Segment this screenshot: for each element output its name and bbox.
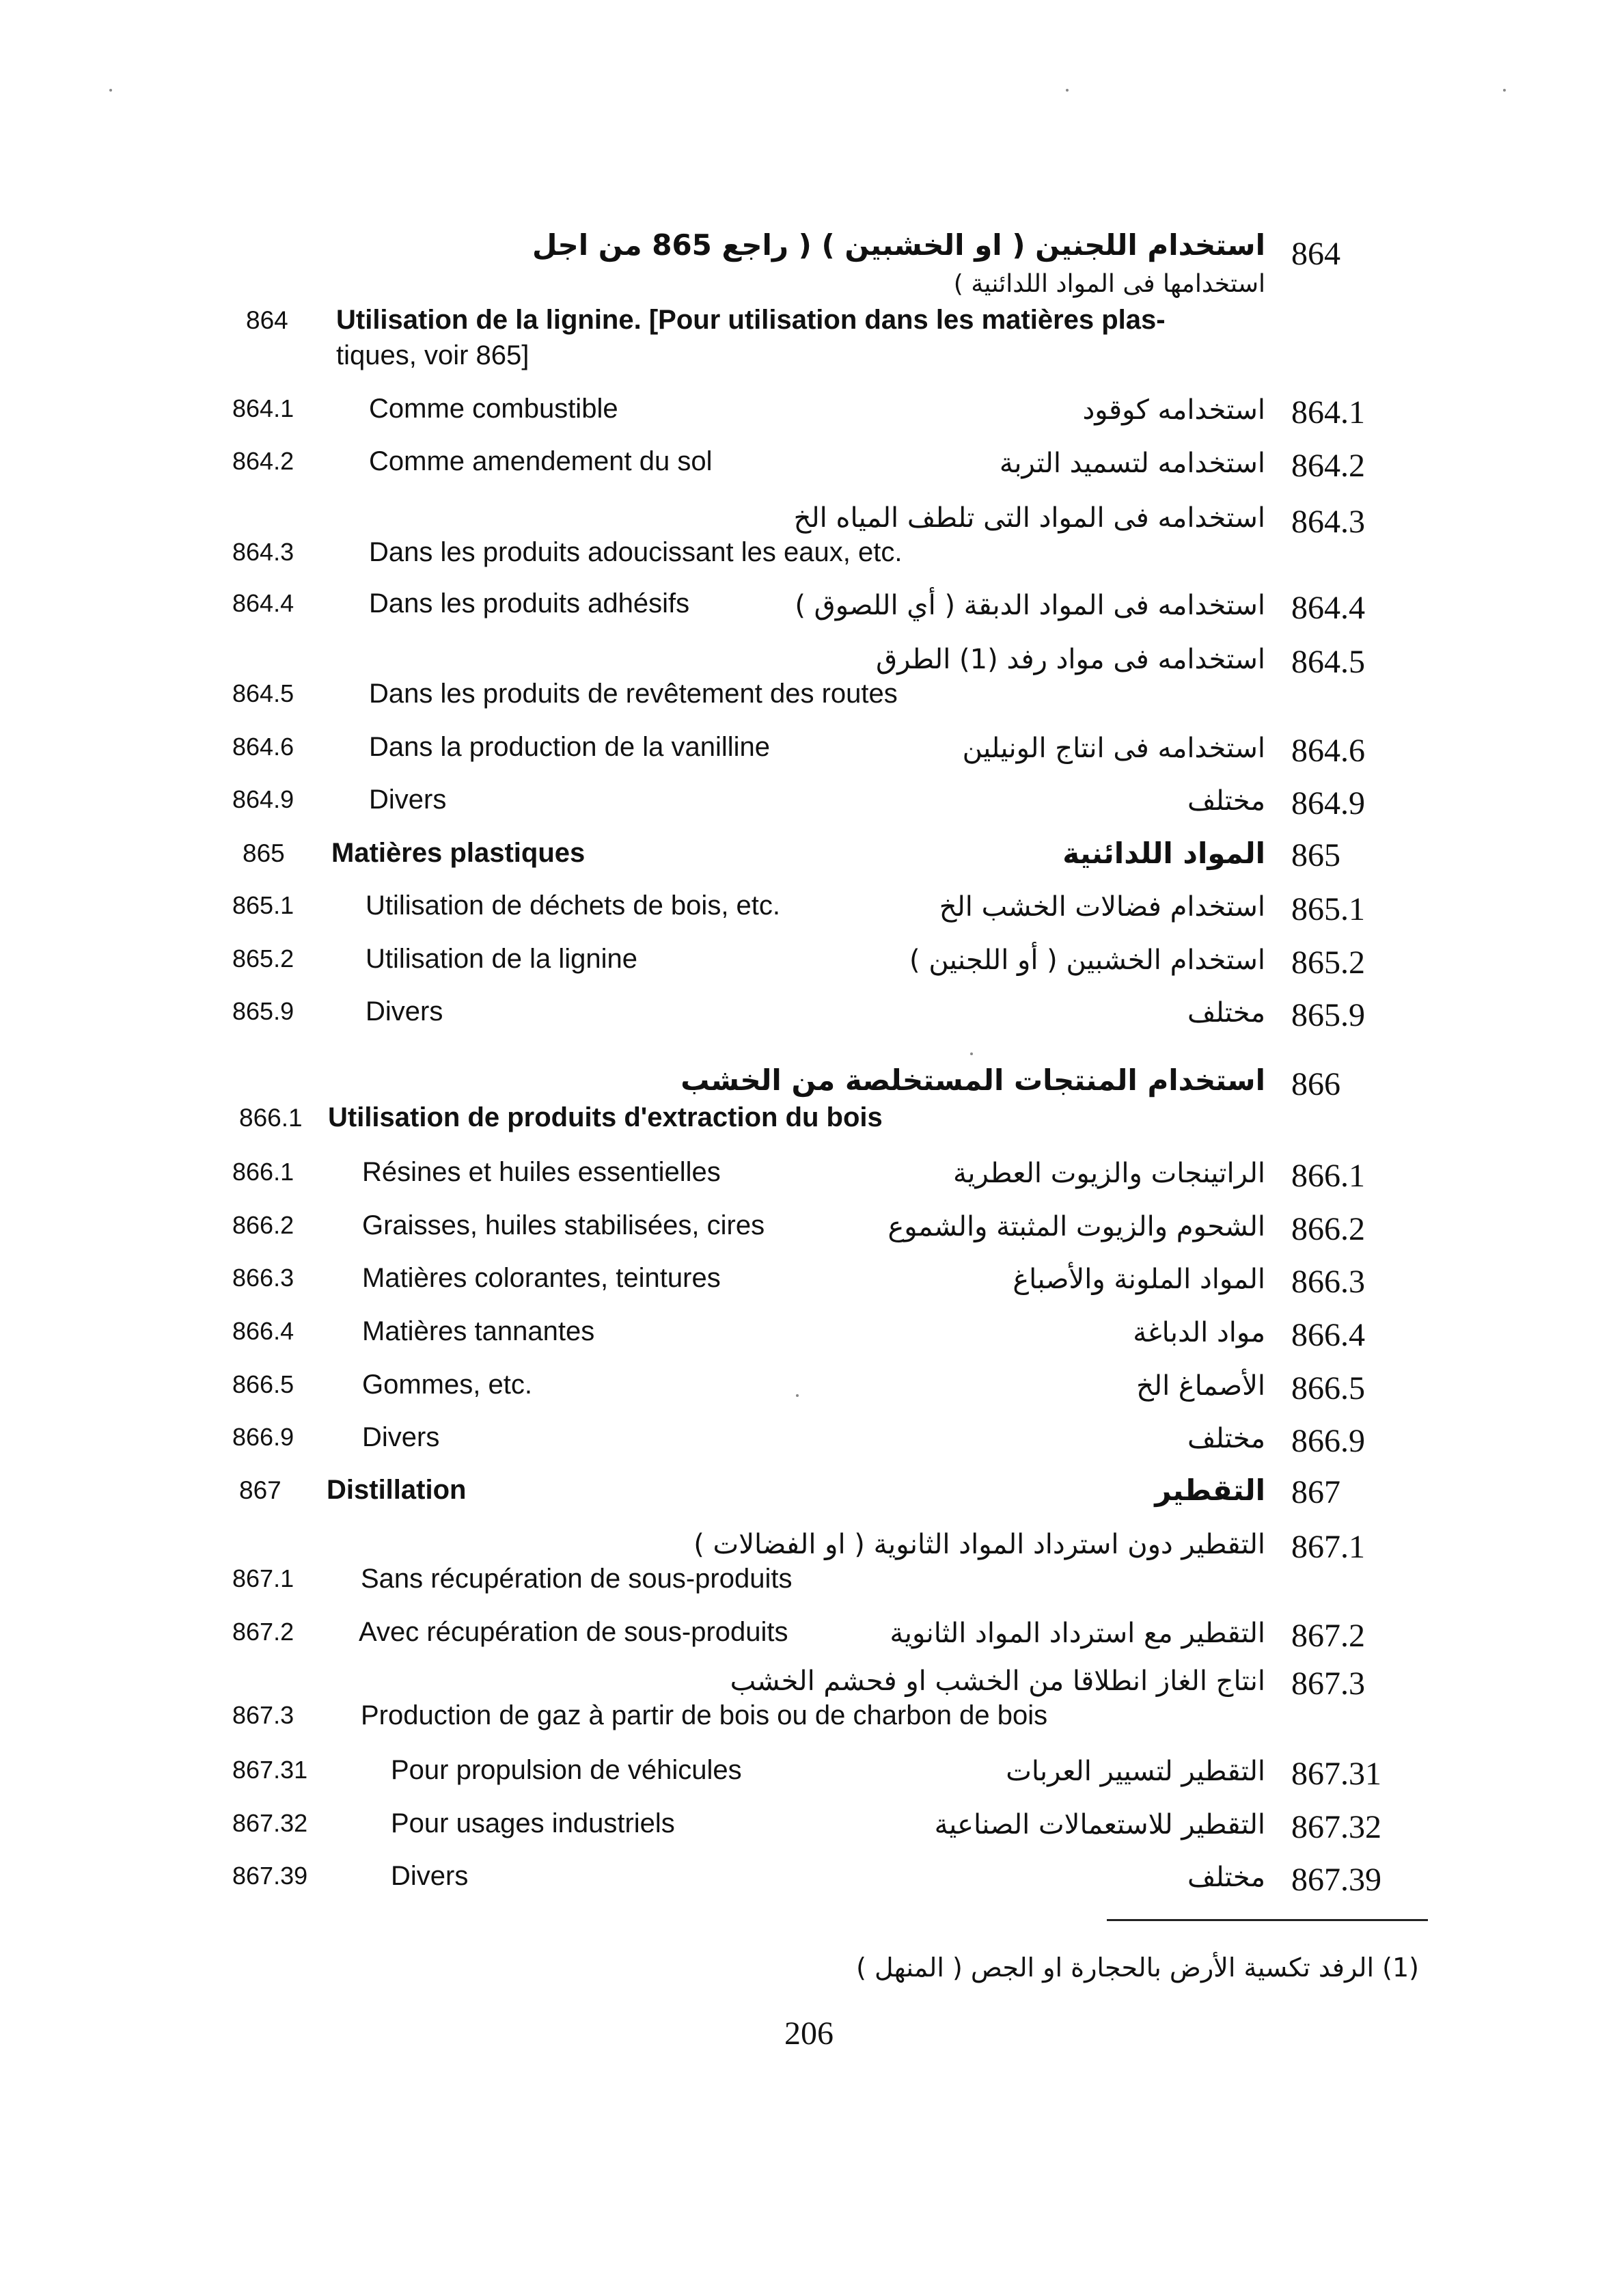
fr-entry-number: 864.3 (232, 538, 294, 566)
ar-entry-number: 864.1 (1291, 394, 1365, 431)
fr-entry-label: Divers (369, 785, 447, 815)
fr-entry-label: Utilisation de produits d'extraction du bois (328, 1102, 883, 1132)
fr-entry-number: 866.3 (232, 1264, 294, 1292)
fr-entry-label: Dans la production de la vanilline (369, 732, 771, 762)
fr-entry-label: Graisses, huiles stabilisées, cires (362, 1210, 765, 1240)
fr-entry-number: 864.5 (232, 679, 294, 707)
fr-entry-number: 867.31 (232, 1756, 308, 1784)
ar-entry-label: مختلف (1187, 997, 1265, 1029)
ar-entry-label: استخدامه فى مواد رفد (1) الطرق (876, 644, 1265, 675)
ar-entry-label: الشحوم والزيوت المثبتة والشموع (887, 1211, 1265, 1242)
ar-entry-number: 867 (1291, 1474, 1340, 1510)
fr-entry-number: 866.2 (232, 1211, 294, 1239)
fr-entry-number: 866.4 (232, 1317, 294, 1345)
ar-entry-number: 865.1 (1291, 891, 1365, 927)
ar-entry-number: 867.3 (1291, 1666, 1365, 1702)
ar-entry-label-continuation: استخدامها فى المواد اللدائنية ) (953, 270, 1265, 298)
fr-entry-label: Avec récupération de sous-produits (359, 1617, 788, 1647)
scan-speck (1503, 89, 1506, 92)
fr-entry-label: Utilisation de la lignine (366, 944, 638, 974)
fr-entry-number: 867.1 (232, 1564, 294, 1592)
fr-entry-number: 864.2 (232, 447, 294, 475)
fr-entry-number: 866.1 (239, 1104, 303, 1132)
scan-speck (970, 1052, 973, 1055)
fr-entry-number: 866.5 (232, 1370, 294, 1398)
fr-entry-number: 866.9 (232, 1423, 294, 1451)
fr-entry-number: 867.3 (232, 1701, 294, 1729)
fr-entry-number: 865.2 (232, 944, 294, 973)
ar-entry-label: التقطير لتسيير العربات (1006, 1756, 1265, 1787)
fr-entry-label: Utilisation de déchets de bois, etc. (366, 891, 781, 921)
ar-entry-label: التقطير مع استرداد المواد الثانوية (890, 1618, 1265, 1649)
ar-entry-number: 865.9 (1291, 997, 1365, 1033)
ar-entry-label: مختلف (1187, 1862, 1265, 1893)
ar-entry-number: 866.1 (1291, 1158, 1365, 1194)
ar-entry-label: استخدامه لتسميد التربة (999, 448, 1265, 479)
ar-entry-label: انتاج الغاز انطلاقا من الخشب او فحشم الخشب (730, 1666, 1265, 1697)
ar-entry-number: 865 (1291, 837, 1340, 873)
ar-entry-label: استخدامه فى انتاج الونيلين (962, 733, 1265, 764)
ar-entry-label: المواد اللدائنية (1062, 837, 1265, 870)
fr-entry-number: 866.1 (232, 1158, 294, 1186)
ar-entry-number: 864.5 (1291, 644, 1365, 680)
fr-entry-label: Comme combustible (369, 394, 618, 424)
ar-entry-label: استخدامه كوقود (1082, 394, 1265, 426)
ar-entry-number: 866.4 (1291, 1317, 1365, 1353)
page-number: 206 (784, 2015, 834, 2052)
ar-entry-number: 866.9 (1291, 1423, 1365, 1459)
fr-entry-label: Sans récupération de sous-produits (361, 1564, 793, 1594)
ar-entry-number: 864.9 (1291, 785, 1365, 821)
fr-entry-number: 867.39 (232, 1862, 308, 1890)
ar-entry-number: 864.3 (1291, 504, 1365, 540)
ar-entry-number: 866.5 (1291, 1370, 1365, 1406)
fr-entry-number: 867.2 (232, 1618, 294, 1646)
fr-entry-label-continuation: tiques, voir 865] (336, 340, 529, 370)
fr-entry-label: Distillation (327, 1475, 467, 1505)
fr-entry-label: Pour propulsion de véhicules (391, 1755, 742, 1785)
ar-entry-label: استخدام اللجنين ( او الخشبين ) ( راجع 865 من اجل (532, 228, 1265, 262)
ar-entry-label: التقطير (1155, 1473, 1265, 1507)
fr-entry-label: Dans les produits de revêtement des routes (369, 679, 898, 709)
ar-entry-number: 866 (1291, 1066, 1340, 1102)
footnote: (1) الرفد تكسية الأرض بالحجارة او الجص ( المنهل ) (856, 1953, 1419, 1983)
ar-entry-label: الراتينجات والزيوت العطرية (952, 1158, 1265, 1189)
fr-entry-label: Dans les produits adoucissant les eaux, etc. (369, 537, 903, 567)
fr-entry-label: Production de gaz à partir de bois ou de charbon de bois (361, 1700, 1048, 1730)
fr-entry-label: Matières colorantes, teintures (362, 1263, 721, 1293)
ar-entry-number: 864.6 (1291, 733, 1365, 769)
ar-entry-number: 867.31 (1291, 1756, 1381, 1792)
fr-entry-label: Matières tannantes (362, 1316, 595, 1346)
fr-entry-label: Dans les produits adhésifs (369, 588, 690, 618)
scan-speck (109, 89, 112, 92)
fr-entry-number: 864.9 (232, 785, 294, 813)
ar-entry-number: 867.32 (1291, 1809, 1381, 1845)
fr-entry-label: Résines et huiles essentielles (362, 1157, 721, 1187)
ar-entry-label: التقطير دون استرداد المواد الثانوية ( او الفضالات ) (693, 1529, 1265, 1560)
ar-entry-label: التقطير للاستعمالات الصناعية (934, 1809, 1265, 1840)
fr-entry-label: Utilisation de la lignine. [Pour utilisation dans les matières plas- (336, 305, 1166, 335)
fr-entry-label: Divers (362, 1422, 440, 1452)
ar-entry-number: 864 (1291, 236, 1340, 272)
footnote-rule (1107, 1919, 1428, 1921)
scan-speck (1066, 89, 1069, 92)
scan-speck (796, 1394, 799, 1397)
ar-entry-label: استخدامه فى المواد الدبقة ( أي اللصوق ) (795, 590, 1265, 621)
ar-entry-number: 867.39 (1291, 1862, 1381, 1898)
ar-entry-label: مواد الدباغة (1133, 1317, 1265, 1348)
ar-entry-number: 864.2 (1291, 448, 1365, 484)
ar-entry-label: استخدام المنتجات المستخلصة من الخشب (680, 1063, 1265, 1097)
ar-entry-number: 865.2 (1291, 944, 1365, 981)
ar-entry-label: مختلف (1187, 1423, 1265, 1454)
fr-entry-label: Comme amendement du sol (369, 446, 713, 476)
ar-entry-number: 867.2 (1291, 1618, 1365, 1654)
fr-entry-number: 867 (239, 1476, 281, 1504)
fr-entry-label: Divers (366, 996, 443, 1027)
fr-entry-number: 865.9 (232, 997, 294, 1025)
fr-entry-number: 865 (243, 839, 285, 867)
ar-entry-label: الأصماغ الخ (1136, 1370, 1265, 1402)
fr-entry-number: 867.32 (232, 1809, 308, 1837)
fr-entry-number: 864.6 (232, 733, 294, 761)
fr-entry-label: Divers (391, 1861, 469, 1891)
fr-entry-label: Matières plastiques (331, 838, 586, 868)
fr-entry-number: 865.1 (232, 891, 294, 919)
fr-entry-number: 864 (246, 306, 288, 334)
ar-entry-number: 866.3 (1291, 1264, 1365, 1300)
ar-entry-number: 867.1 (1291, 1529, 1365, 1565)
fr-entry-label: Gommes, etc. (362, 1370, 532, 1400)
ar-entry-label: المواد الملونة والأصباغ (1013, 1264, 1265, 1295)
fr-entry-label: Pour usages industriels (391, 1808, 675, 1838)
ar-entry-number: 864.4 (1291, 590, 1365, 626)
fr-entry-number: 864.4 (232, 589, 294, 617)
fr-entry-number: 864.1 (232, 394, 294, 422)
ar-entry-label: استخدام فضالات الخشب الخ (939, 891, 1265, 923)
ar-entry-label: مختلف (1187, 785, 1265, 817)
ar-entry-number: 866.2 (1291, 1211, 1365, 1247)
ar-entry-label: استخدام الخشبين ( أو اللجنين ) (909, 944, 1265, 976)
ar-entry-label: استخدامه فى المواد التى تلطف المياه الخ (793, 502, 1265, 534)
